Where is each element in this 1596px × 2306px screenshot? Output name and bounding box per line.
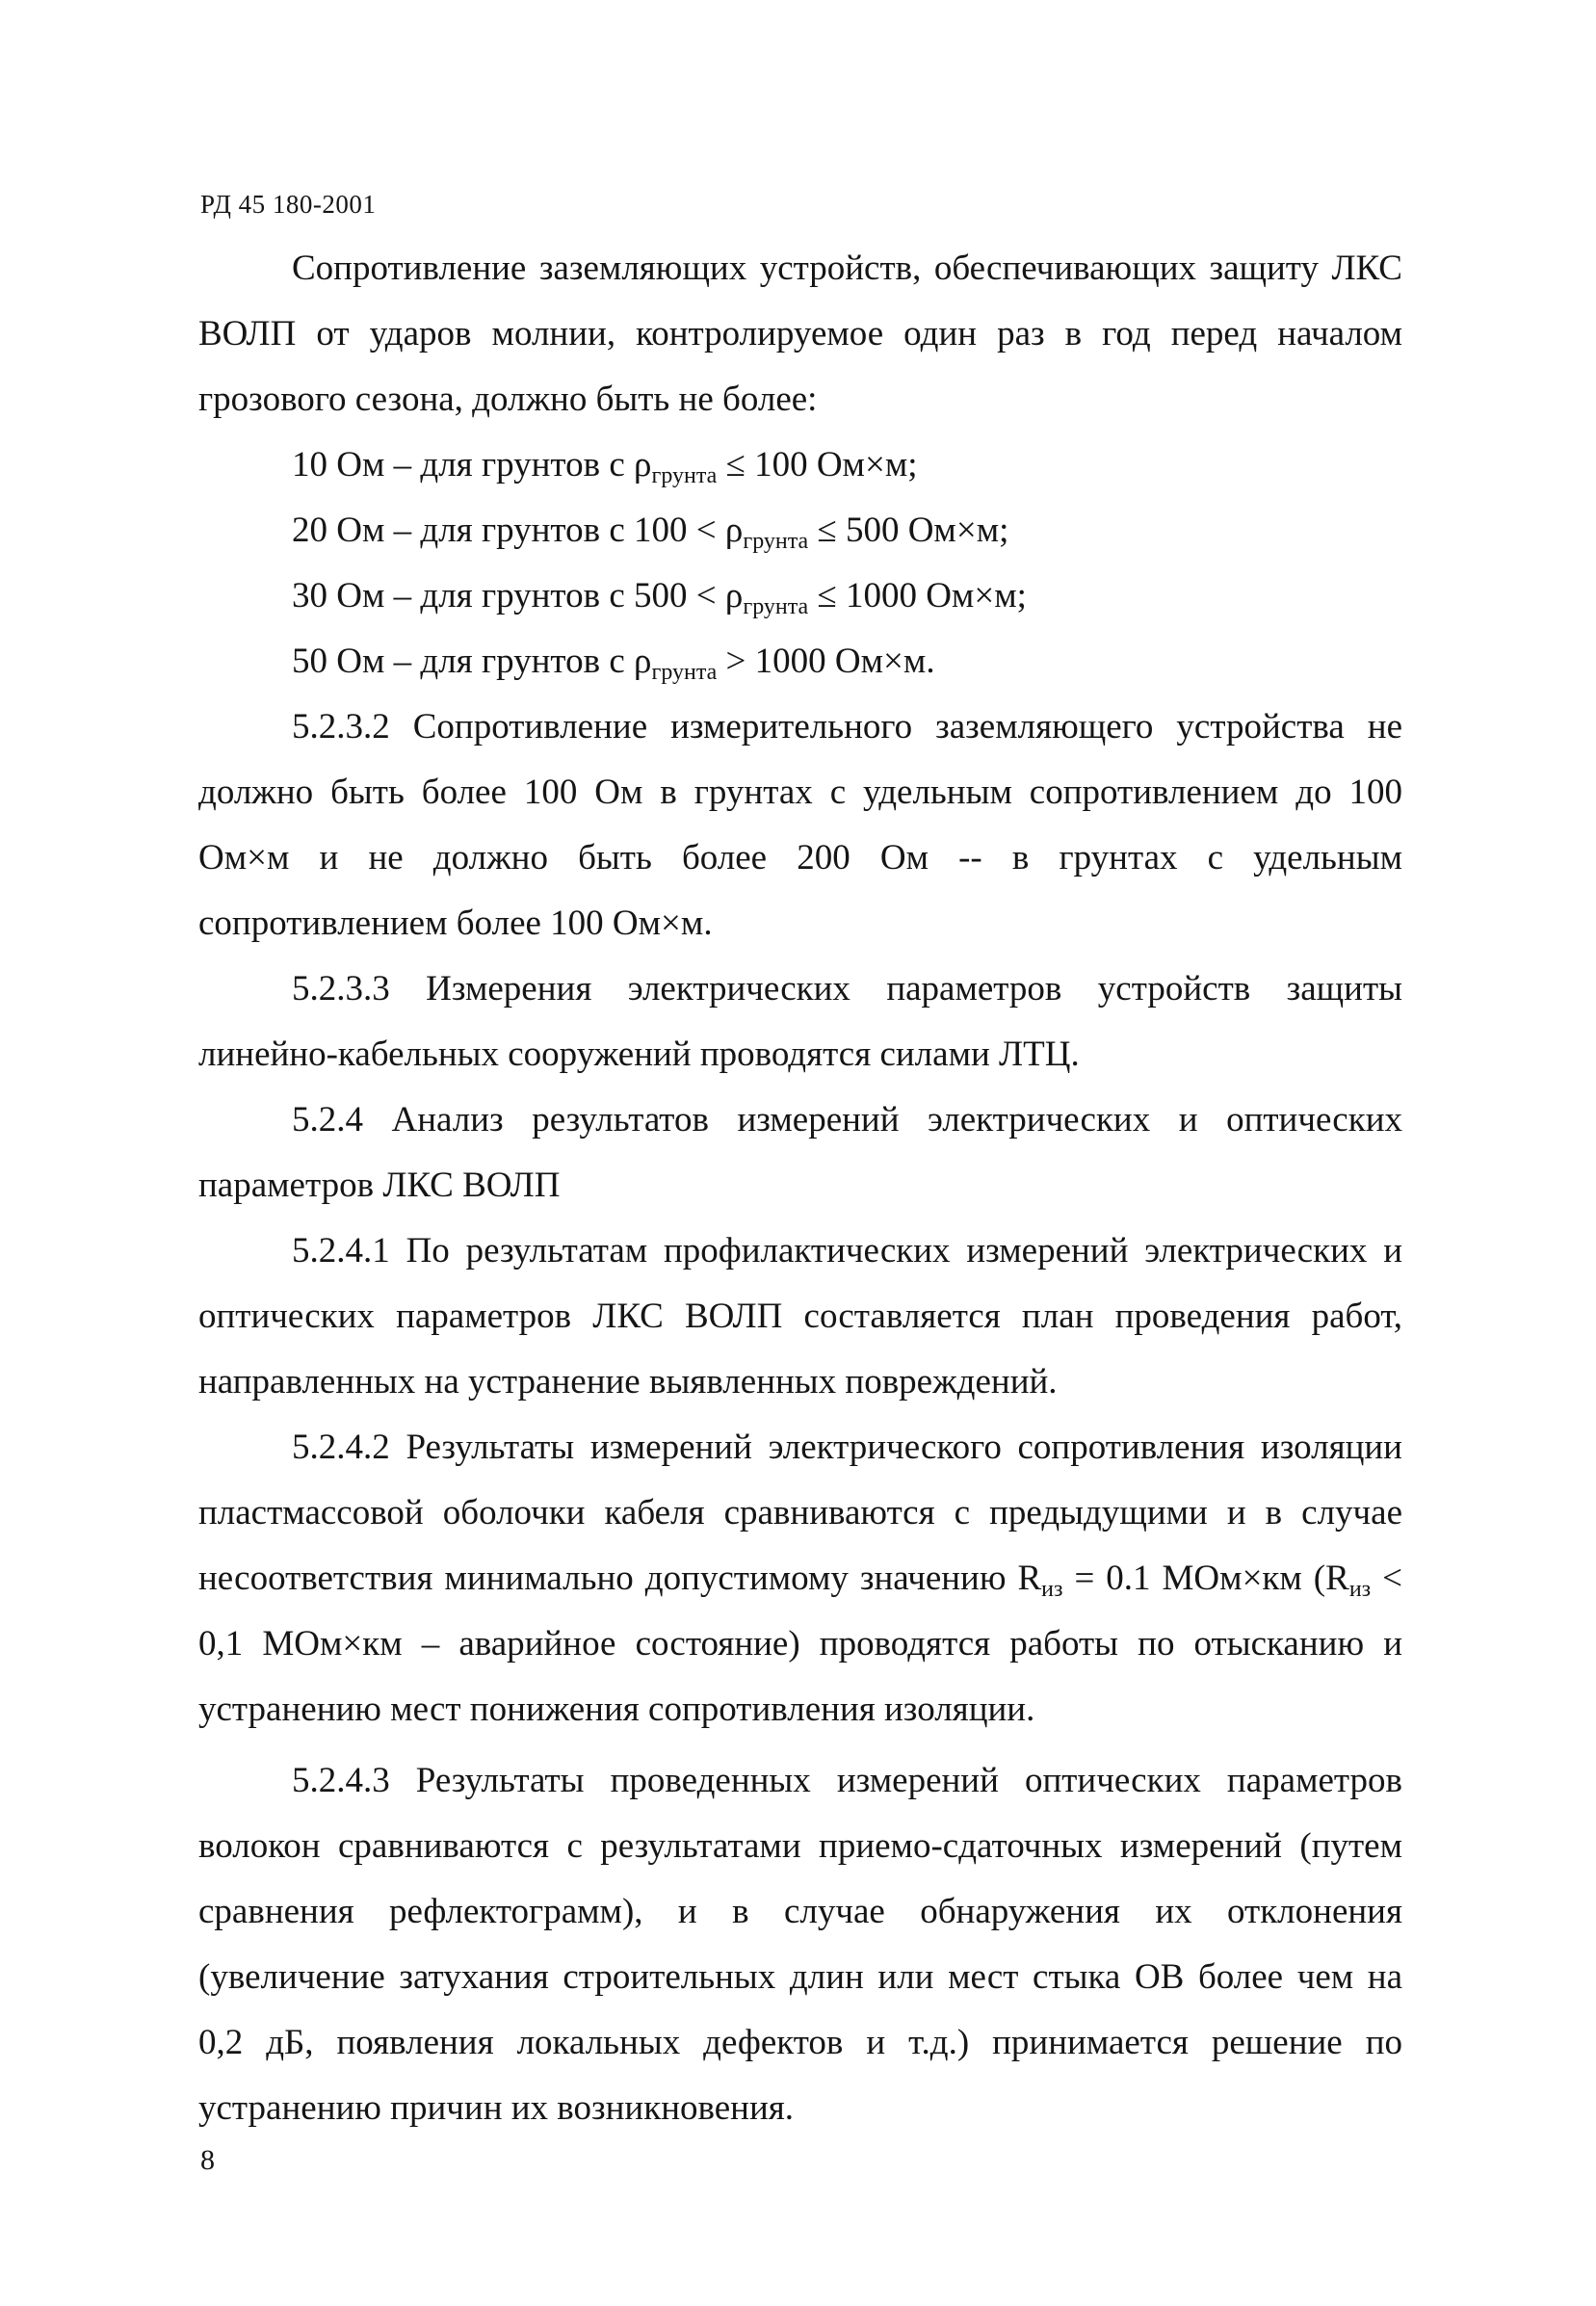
list-item: 30 Ом – для грунтов с $500 < \rho_{грунта} \le 1000$ Ом×м;: [292, 576, 1027, 619]
paragraph-5-2-4-3: 5.2.4.3 Результаты проведенных измерений оптических параметров волокон сравниваются с результатами приемо-сдаточных измерений (путем сравнения рефлектограмм), и в случае обнаружения их отклонения (увеличение затухания строительных длин или мест стыка ОВ более чем на 0,2 дБ, появления локальных дефектов и т.д.) принимается решение по устранению причин их возникновения.: [198, 1761, 1402, 2128]
list-item: 10 Ом – для грунтов с $\rho_{грунта} \le 100$ Ом×м;: [292, 445, 918, 488]
document-code-header: РД 45 180-2001: [200, 190, 377, 219]
page-number: 8: [200, 2144, 215, 2176]
list-item: 50 Ом – для грунтов с $\rho_{грунта} > 1000$ Ом×м.: [292, 642, 935, 685]
paragraph-intro: Сопротивление заземляющих устройств, обеспечивающих защиту ЛКС ВОЛП от ударов молнии, контролируемое один раз в год перед началом грозового сезона, должно быть не более:: [198, 249, 1402, 419]
paragraph-5-2-3-3: 5.2.3.3 Измерения электрических параметров устройств защиты линейно-кабельных сооружений проводятся силами ЛТЦ.: [198, 969, 1402, 1074]
body-text: [198, 236, 1402, 2141]
section-heading-5-2-4: 5.2.4 Анализ результатов измерений электрических и оптических параметров ЛКС ВОЛП: [198, 1100, 1402, 1205]
list-item: 20 Ом – для грунтов с $100 < \rho_{грунта} \le 500$ Ом×м;: [292, 511, 1009, 554]
paragraph-5-2-4-1: 5.2.4.1 По результатам профилактических измерений электрических и оптических параметров ЛКС ВОЛП составляется план проведения работ, направленных на устранение выявленных повреждений.: [198, 1231, 1402, 1402]
paragraph-5-2-4-2: 5.2.4.2 Результаты измерений электрического сопротивления изоляции пластмассовой оболочки кабеля сравниваются с предыдущими и в случае несоответствия минимально допустимому значению $R_{из} = 0.1$ МОм×км ($R_{из} < 0,1$ МОм×км – аварийное состояние) проводятся работы по отысканию и устранению мест понижения сопротивления изоляции.: [198, 1428, 1402, 1729]
paragraph-5-2-3-2: 5.2.3.2 Сопротивление измерительного заземляющего устройства не должно быть более 100 Ом в грунтах с удельным сопротивлением до 100 Ом×м и не должно быть более 200 Ом -- в грунтах с удельным сопротивлением более 100 Ом×м.: [198, 707, 1402, 943]
